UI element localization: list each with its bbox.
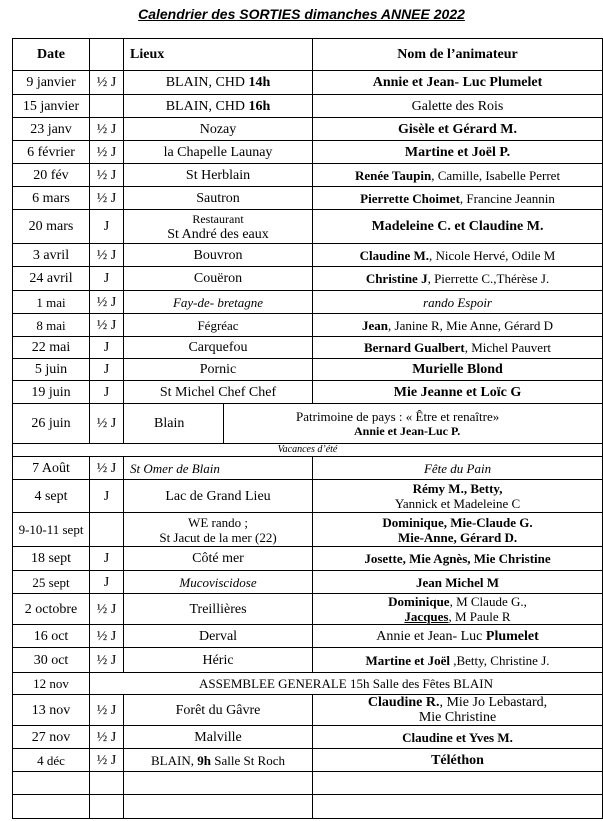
row-animateur: Galette des Rois: [313, 95, 603, 118]
row-duration: ½ J: [90, 726, 124, 749]
table-row: [13, 359, 603, 381]
row-lieu: Malville: [124, 726, 313, 749]
row-lieu: BLAIN, 9h Salle St Roch: [124, 749, 313, 772]
row-duration: ½ J: [90, 625, 124, 648]
table-row: [13, 457, 603, 480]
row-duration: ½ J: [90, 291, 124, 314]
table-row: [13, 547, 603, 571]
table-row: [13, 337, 603, 359]
summer-break-note: Vacances d’été: [13, 444, 603, 457]
table-row: [13, 480, 603, 513]
empty-row: [13, 772, 603, 795]
row-duration: J: [90, 337, 124, 359]
row-duration: ½ J: [90, 695, 124, 726]
row-animateur: Jean, Janine R, Mie Anne, Gérard D: [313, 314, 603, 337]
header-animateur: Nom de l’animateur: [313, 39, 603, 71]
table-row: [13, 141, 603, 164]
header-row: [13, 39, 603, 71]
row-animateur: Dominique, M Claude G., Jacques, M Paule R: [313, 594, 603, 625]
row-date: 20 mars: [13, 210, 90, 244]
row-animateur: Josette, Mie Agnès, Mie Christine: [313, 547, 603, 571]
row-lieu: BLAIN, CHD 16h: [124, 95, 313, 118]
row-lieu: Nozay: [124, 118, 313, 141]
row-date: 5 juin: [13, 359, 90, 381]
table-row: [13, 571, 603, 594]
table-row: [13, 594, 603, 625]
row-duration: ½ J: [90, 594, 124, 625]
table-row: [13, 71, 603, 95]
header-date: Date: [13, 39, 90, 71]
row-duration: ½ J: [90, 187, 124, 210]
table-row: [13, 118, 603, 141]
outings-table: [12, 38, 603, 819]
table-row: [13, 673, 603, 695]
row-animateur: Murielle Blond: [313, 359, 603, 381]
row-animateur: Dominique, Mie-Claude G. Mie-Anne, Gérard D.: [313, 513, 603, 547]
row-duration: ½ J: [90, 314, 124, 337]
row-animateur: Annie et Jean- Luc Plumelet: [313, 71, 603, 95]
row-duration: J: [90, 381, 124, 404]
row-duration: ½ J: [90, 457, 124, 480]
row-lieu: St Omer de Blain: [124, 457, 313, 480]
row-duration: ½ J: [90, 141, 124, 164]
row-lieu: Sautron: [124, 187, 313, 210]
table-row: [13, 381, 603, 404]
row-lieu: Pornic: [124, 359, 313, 381]
table-row: [13, 695, 603, 726]
row-lieu: Restaurant St André des eaux: [124, 210, 313, 244]
general-assembly: ASSEMBLEE GENERALE 15h Salle des Fêtes BLAIN: [90, 673, 603, 695]
row-lieu: Blain: [124, 404, 224, 444]
row-lieu: Lac de Grand Lieu: [124, 480, 313, 513]
row-date: 15 janvier: [13, 95, 90, 118]
row-duration: ½ J: [90, 749, 124, 772]
row-date: 20 fév: [13, 164, 90, 187]
row-animateur: Martine et Joël ,Betty, Christine J.: [313, 648, 603, 673]
row-animateur: Madeleine C. et Claudine M.: [313, 210, 603, 244]
row-date: 18 sept: [13, 547, 90, 571]
row-date: 22 mai: [13, 337, 90, 359]
row-date: 25 sept: [13, 571, 90, 594]
row-animateur: rando Espoir: [313, 291, 603, 314]
row-date: 4 sept: [13, 480, 90, 513]
row-animateur: Jean Michel M: [313, 571, 603, 594]
calendar-title: Calendrier des SORTIES dimanches ANNEE 2022: [138, 6, 465, 22]
row-lieu: la Chapelle Launay: [124, 141, 313, 164]
row-duration: ½ J: [90, 648, 124, 673]
row-duration: [90, 513, 124, 547]
table-row: [13, 210, 603, 244]
row-duration: J: [90, 571, 124, 594]
row-animateur: Fête du Pain: [313, 457, 603, 480]
row-date: 3 avril: [13, 244, 90, 267]
row-date: 6 mars: [13, 187, 90, 210]
table-row: [13, 513, 603, 547]
row-date: 9 janvier: [13, 71, 90, 95]
row-duration: ½ J: [90, 404, 124, 444]
row-animateur: Martine et Joël P.: [313, 141, 603, 164]
row-date: 13 nov: [13, 695, 90, 726]
table-row: [13, 95, 603, 118]
row-animateur: Claudine et Yves M.: [313, 726, 603, 749]
row-animateur: Christine J, Pierrette C.,Thérèse J.: [313, 267, 603, 291]
row-duration: ½ J: [90, 71, 124, 95]
row-date: 1 mai: [13, 291, 90, 314]
table-row: [13, 164, 603, 187]
table-row: [13, 648, 603, 673]
row-animateur: Gisèle et Gérard M.: [313, 118, 603, 141]
row-animateur: Annie et Jean- Luc Plumelet: [313, 625, 603, 648]
row-duration: J: [90, 210, 124, 244]
row-lieu: Derval: [124, 625, 313, 648]
row-lieu: Héric: [124, 648, 313, 673]
row-date: 16 oct: [13, 625, 90, 648]
row-duration: J: [90, 547, 124, 571]
row-animateur: Patrimoine de pays : « Être et renaître» Annie et Jean-Luc P.: [224, 404, 603, 444]
row-date: 9-10-11 sept: [13, 513, 90, 547]
row-lieu: Treillières: [124, 594, 313, 625]
row-animateur: Téléthon: [313, 749, 603, 772]
row-lieu: BLAIN, CHD 14h: [124, 71, 313, 95]
row-date: 30 oct: [13, 648, 90, 673]
table-row: [13, 187, 603, 210]
row-lieu: St Michel Chef Chef: [124, 381, 313, 404]
row-date: 26 juin: [13, 404, 90, 444]
row-date: 12 nov: [13, 673, 90, 695]
table-row: [13, 267, 603, 291]
row-lieu: Côté mer: [124, 547, 313, 571]
row-date: 24 avril: [13, 267, 90, 291]
row-lieu: Couëron: [124, 267, 313, 291]
row-duration: [90, 95, 124, 118]
row-lieu: Fay-de- bretagne: [124, 291, 313, 314]
table-row: [13, 244, 603, 267]
row-date: 23 janv: [13, 118, 90, 141]
row-date: 2 octobre: [13, 594, 90, 625]
row-date: 19 juin: [13, 381, 90, 404]
header-duration: [90, 39, 124, 71]
row-animateur: Pierrette Choimet, Francine Jeannin: [313, 187, 603, 210]
row-duration: J: [90, 359, 124, 381]
row-lieu: Mucoviscidose: [124, 571, 313, 594]
row-duration: J: [90, 480, 124, 513]
row-duration: ½ J: [90, 164, 124, 187]
table-row: [13, 749, 603, 772]
header-lieux: Lieux: [124, 39, 313, 71]
table-row: [13, 444, 603, 457]
row-animateur: Renée Taupin, Camille, Isabelle Perret: [313, 164, 603, 187]
row-duration: ½ J: [90, 244, 124, 267]
row-lieu: St Herblain: [124, 164, 313, 187]
row-lieu: Carquefou: [124, 337, 313, 359]
row-lieu: Fégréac: [124, 314, 313, 337]
row-date: 6 février: [13, 141, 90, 164]
table-row: [13, 404, 603, 444]
table-row: [13, 314, 603, 337]
empty-row: [13, 795, 603, 819]
table-row: [13, 291, 603, 314]
table-row: [13, 625, 603, 648]
table-row: [13, 726, 603, 749]
row-animateur: Bernard Gualbert, Michel Pauvert: [313, 337, 603, 359]
row-date: 4 déc: [13, 749, 90, 772]
row-lieu: Bouvron: [124, 244, 313, 267]
row-animateur: Claudine M., Nicole Hervé, Odile M: [313, 244, 603, 267]
row-date: 8 mai: [13, 314, 90, 337]
row-animateur: Claudine R., Mie Jo Lebastard, Mie Christine: [313, 695, 603, 726]
row-animateur: Rémy M., Betty, Yannick et Madeleine C: [313, 480, 603, 513]
row-lieu: Forêt du Gâvre: [124, 695, 313, 726]
row-animateur: Mie Jeanne et Loïc G: [313, 381, 603, 404]
row-date: 27 nov: [13, 726, 90, 749]
row-date: 7 Août: [13, 457, 90, 480]
row-duration: J: [90, 267, 124, 291]
row-duration: ½ J: [90, 118, 124, 141]
row-lieu: WE rando ; St Jacut de la mer (22): [124, 513, 313, 547]
